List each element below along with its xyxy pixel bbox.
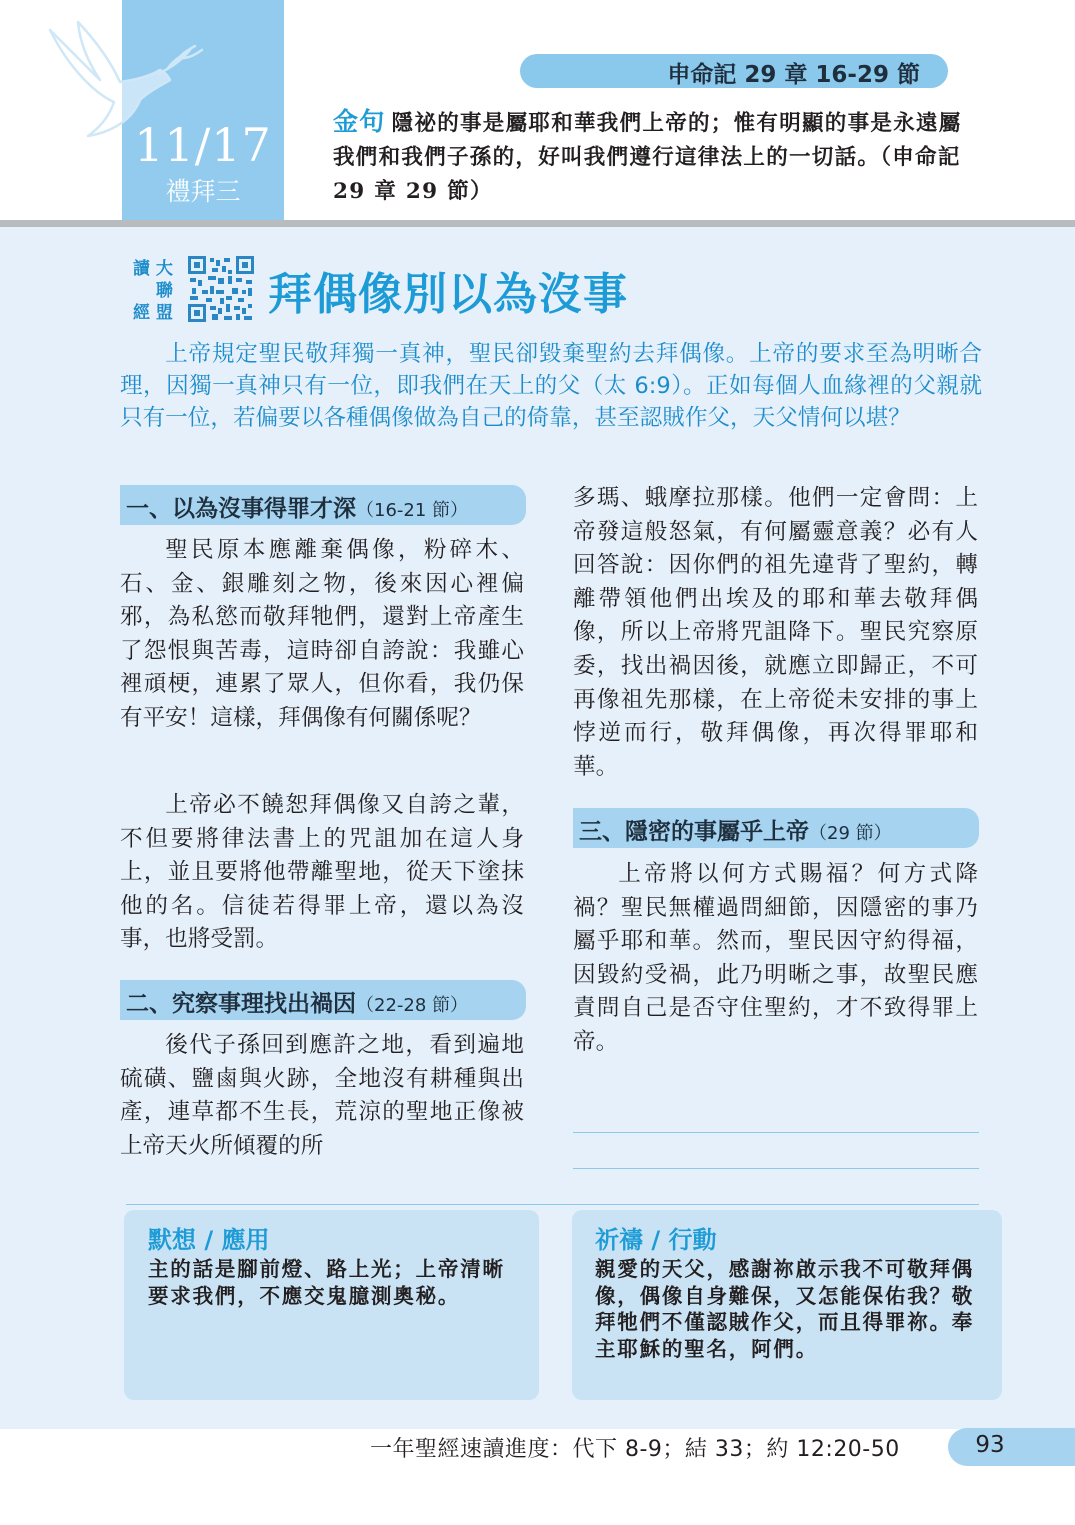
intro-paragraph: 上帝規定聖民敬拜獨一真神，聖民卻毀棄聖約去拜偶像。上帝的要求至為明晰合理，因獨一真神只有一位，即我們在天上的父（太 6:9）。正如每個人血緣裡的父親就只有一位，若偏要以各種偶像做為自己的倚靠，甚至認賊作父，天父情何以堪？ [120, 341, 982, 431]
section-3-paragraph-1: 上帝將以何方式賜福？何方式降禍？聖民無權過問細節，因隱密的事乃屬乎耶和華。然而，聖民因守約得福，因毀約受禍，此乃明晰之事，故聖民應責問自己是否守住聖約，才不致得罪上帝。 [573, 861, 978, 1055]
golden-verse-label: 金句 [333, 107, 386, 136]
note-line [126, 1204, 979, 1205]
section-2-paragraph-2: 多瑪、蛾摩拉那樣。他們一定會問：上帝發這般怒氣，有何屬靈意義？必有人回答說：因你們的祖先違背了聖約，轉離帶領他們出埃及的耶和華去敬拜偶像，所以上帝將咒詛降下。聖民究察原委，找出禍因後，就應立即歸正，不可再像祖先那樣，在上帝從未安排的事上悖逆而行，敬拜偶像，再次得罪耶和華。 [573, 485, 978, 780]
page-number: 93 [975, 1432, 1005, 1458]
section-heading-2: 二、究察事理找出禍因（22-28 節） [126, 991, 469, 1017]
page-title: 拜偶像別以為沒事 [268, 269, 628, 320]
golden-verse-text: 隱祕的事是屬耶和華我們上帝的；惟有明顯的事是永遠屬我們和我們子孫的，好叫我們遵行這律法上的一切話。（申命記 29 章 29 節） [333, 111, 962, 204]
qr-code[interactable] [188, 256, 254, 322]
prayer-text: 親愛的天父，感謝祢啟示我不可敬拜偶像，偶像自身難保，又怎能保佑我？敬拜牠們不僅認賊作父，而且得罪祢。奉主耶穌的聖名，阿們。 [595, 1257, 975, 1361]
section-heading-3: 三、隱密的事屬乎上帝（29 節） [579, 819, 892, 845]
scripture-reference: 申命記 29 章 16-29 節 [667, 62, 920, 88]
section-1-paragraph-1: 聖民原本應離棄偶像，粉碎木、石、金、銀雕刻之物，後來因心裡偏邪，為私慾而敬拜牠們，還對上帝產生了怨恨與苦毒，這時卻自誇說：我雖心裡頑梗，連累了眾人，但你看，我仍保有平安！這樣，拜偶像有何關係呢？ [120, 537, 524, 731]
golden-verse [333, 105, 983, 209]
prayer-title: 祈禱 / 行動 [595, 1226, 717, 1254]
section-heading-1: 一、以為沒事得罪才深（16-21 節） [126, 496, 469, 522]
bible-club-label: 讀 大 聯 經 盟 [133, 259, 173, 323]
section-2-paragraph-1: 後代子孫回到應許之地，看到遍地硫磺、鹽鹵與火跡，全地沒有耕種與出產，連草都不生長，荒涼的聖地正像被上帝天火所傾覆的所 [120, 1032, 524, 1159]
note-line [573, 1168, 979, 1169]
meditation-text: 主的話是腳前燈、路上光；上帝清晰要求我們，不應交鬼臆測奧秘。 [148, 1257, 505, 1308]
reading-progress: 一年聖經速讀進度：代下 8-9；結 33；約 12:20-50 [370, 1437, 900, 1462]
section-1-paragraph-2: 上帝必不饒恕拜偶像又自誇之輩，不但要將律法書上的咒詛加在這人身上，並且要將他帶離聖地，從天下塗抹他的名。信徒若得罪上帝，還以為沒事，也將受罰。 [120, 792, 524, 953]
weekday: 禮拜三 [165, 177, 241, 206]
date: 11/17 [134, 118, 272, 172]
header-divider [0, 220, 1075, 227]
note-line [573, 1132, 979, 1133]
meditation-title: 默想 / 應用 [148, 1226, 270, 1254]
